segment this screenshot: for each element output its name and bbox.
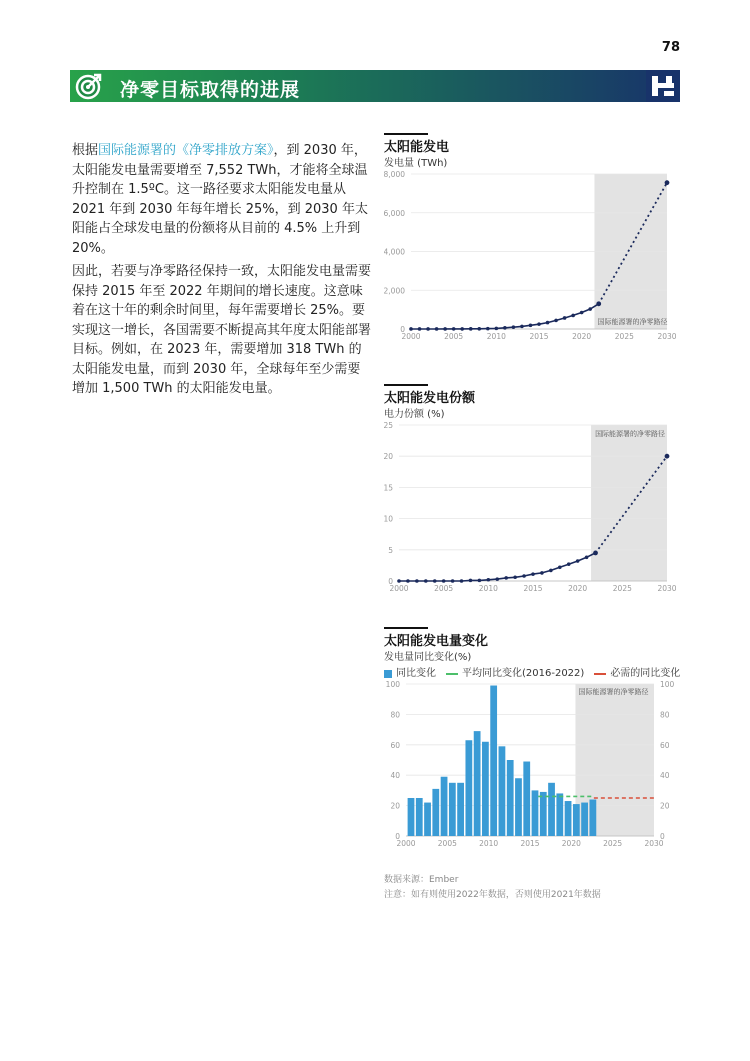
data-point — [513, 575, 517, 579]
x-tick-label: 2020 — [561, 839, 581, 848]
x-tick-label: 2010 — [479, 839, 499, 848]
data-note: 注意：如有则使用2022年数据，否则使用2021年数据 — [384, 890, 601, 900]
x-tick-label: 2005 — [444, 332, 464, 341]
x-tick-label: 2030 — [644, 839, 664, 848]
y-tick-label: 15 — [384, 483, 393, 493]
data-point — [487, 578, 491, 582]
data-point — [522, 574, 526, 578]
y-tick-label: 0 — [388, 577, 393, 586]
data-point — [442, 579, 446, 583]
y-tick-label-right: 20 — [660, 801, 670, 811]
data-point — [520, 325, 524, 329]
bar — [540, 792, 547, 836]
x-tick-label: 2005 — [434, 584, 454, 593]
bar — [474, 731, 481, 836]
y-tick-label: 80 — [390, 710, 400, 720]
bar — [408, 798, 415, 836]
y-tick-label: 6,000 — [384, 208, 405, 218]
data-point — [549, 569, 553, 573]
y-tick-label: 100 — [385, 681, 400, 689]
x-tick-label: 2015 — [520, 839, 540, 848]
bar — [589, 800, 596, 836]
data-point — [418, 327, 422, 331]
chart-plot — [384, 171, 684, 353]
bar — [523, 762, 530, 836]
bar — [457, 783, 464, 836]
bar — [490, 686, 497, 836]
page-number: 78 — [661, 40, 680, 55]
x-tick-label: 2025 — [614, 332, 634, 341]
legend-bar-swatch — [384, 670, 392, 678]
x-tick-label: 2030 — [657, 332, 677, 341]
y-tick-label: 10 — [384, 514, 393, 524]
y-tick-label: 8,000 — [384, 171, 405, 179]
data-point — [452, 327, 456, 331]
solar-generation-chart — [384, 133, 684, 357]
data-point — [460, 327, 464, 331]
data-point — [580, 311, 584, 315]
bar — [449, 783, 456, 836]
legend-avg: 平均同比变化(2016-2022) — [462, 668, 585, 679]
x-tick-label: 2005 — [437, 839, 457, 848]
data-point — [433, 579, 437, 583]
x-tick-label: 2010 — [478, 584, 498, 593]
shade-label: 国际能源署的净零路径 — [597, 318, 668, 326]
x-tick-label: 2015 — [523, 584, 543, 593]
solar-yoy-change-chart — [384, 627, 684, 860]
bar — [507, 760, 514, 836]
data-point — [469, 327, 473, 331]
bar — [416, 798, 423, 836]
brand-logo-icon — [646, 70, 680, 102]
data-point — [503, 326, 507, 330]
x-tick-label: 2025 — [603, 839, 623, 848]
data-point — [529, 324, 533, 328]
projection-shade — [591, 425, 667, 581]
data-point — [397, 579, 401, 583]
x-tick-label: 2000 — [396, 839, 416, 848]
data-point — [504, 576, 508, 580]
bar — [573, 804, 580, 836]
data-point — [576, 559, 580, 563]
bar — [482, 742, 489, 836]
y-tick-label: 4,000 — [384, 247, 405, 257]
x-tick-label: 2010 — [486, 332, 506, 341]
data-point — [443, 327, 447, 331]
projection-end-point — [665, 180, 670, 185]
data-point — [486, 327, 490, 331]
x-tick-label: 2025 — [612, 584, 632, 593]
paragraph-1 — [72, 141, 372, 258]
data-point — [460, 579, 464, 583]
bar — [565, 801, 572, 836]
data-point — [435, 327, 439, 331]
paragraph-1-lead: 根据 — [72, 143, 99, 158]
chart-title: 太阳能发电量变化 — [384, 634, 489, 649]
bar — [432, 789, 439, 836]
historical-line — [399, 553, 596, 581]
x-tick-label: 2015 — [529, 332, 549, 341]
chart-plot — [384, 681, 684, 856]
x-tick-label: 2000 — [401, 332, 421, 341]
chart-ylabel: 发电量同比变化(%) — [384, 652, 472, 663]
paragraph-2: 因此，若要与净零路径保持一致，太阳能发电量需要保持 2015 年至 2022 年期间的增长速度。这意味着在这十年的剩余时间里，每年需要增长 25%。要实现这一增长，各国需要不断提高其年度太阳能部署目标。例如，在 2023 年，需要增加 318 TWh 的太阳能发电量，而到 2030 年，全球每年至少需要增加 1,500 TWh 的太阳能发电量。 — [72, 264, 372, 396]
data-point — [588, 307, 592, 311]
y-tick-label-right: 60 — [660, 740, 670, 750]
y-tick-label: 0 — [395, 832, 400, 841]
y-tick-label: 20 — [390, 801, 400, 811]
data-point — [567, 562, 571, 566]
y-tick-label-right: 0 — [660, 832, 665, 841]
legend-avg-swatch — [446, 673, 458, 675]
data-point — [415, 579, 419, 583]
y-tick-label-right: 100 — [660, 681, 675, 689]
data-point — [540, 571, 544, 575]
paragraph-1-text: ，到 2030 年，太阳能发电量需要增至 7,552 TWh，才能将全球温升控制在 1.5ºC。这一路径要求太阳能发电量从 2021 年到 2030 年每年增长 25%，到 2030 年太阳能占全球发电量的份额将从目前的 4.5% 上升到 20%。 — [72, 143, 368, 256]
y-tick-label: 20 — [384, 452, 393, 462]
target-icon — [74, 71, 104, 101]
data-point — [558, 565, 562, 569]
data-point — [451, 579, 455, 583]
x-tick-label: 2000 — [389, 584, 409, 593]
y-tick-label: 0 — [400, 325, 405, 334]
data-point — [495, 327, 499, 331]
chart-rule — [384, 133, 428, 135]
data-point — [585, 555, 589, 559]
projection-start-point — [593, 551, 598, 556]
bar — [581, 803, 588, 836]
shade-label: 国际能源署的净零路径 — [595, 430, 666, 438]
bar — [556, 793, 563, 836]
data-point — [546, 321, 550, 325]
data-point — [406, 579, 410, 583]
chart-ylabel: 发电量 (TWh) — [384, 158, 448, 169]
data-point — [426, 327, 430, 331]
section-title: 净零目标取得的进展 — [120, 79, 301, 101]
solar-share-chart — [384, 384, 684, 612]
chart-title: 太阳能发电份额 — [384, 391, 476, 406]
projection-end-point — [665, 454, 670, 459]
chart-ylabel: 电力份额 (%) — [384, 409, 445, 420]
y-tick-label: 5 — [388, 545, 393, 555]
y-tick-label: 60 — [390, 740, 400, 750]
legend-required-swatch — [594, 673, 606, 675]
x-tick-label: 2020 — [572, 332, 592, 341]
y-tick-label: 40 — [390, 771, 400, 781]
y-tick-label-right: 40 — [660, 771, 670, 781]
y-tick-label: 25 — [384, 422, 393, 430]
legend-required: 必需的同比变化 — [610, 668, 681, 679]
source-note: 数据来源：Ember — [384, 875, 459, 885]
legend-yoy: 同比变化 — [396, 668, 436, 679]
data-point — [563, 316, 567, 320]
data-point — [469, 579, 473, 583]
y-tick-label-right: 80 — [660, 710, 670, 720]
chart-title: 太阳能发电 — [384, 140, 450, 155]
bar — [424, 803, 431, 836]
data-point — [409, 327, 413, 331]
data-point — [495, 577, 499, 581]
data-point — [477, 327, 481, 331]
x-tick-label: 2030 — [657, 584, 677, 593]
data-point — [554, 319, 558, 323]
y-tick-label: 2,000 — [384, 286, 405, 296]
data-point — [478, 579, 482, 583]
shade-label: 国际能源署的净零路径 — [578, 688, 649, 696]
chart-legend — [384, 667, 684, 681]
section-header — [70, 70, 680, 102]
data-point — [531, 572, 535, 576]
chart-rule — [384, 627, 428, 629]
bar — [465, 740, 472, 836]
iea-net-zero-link[interactable]: 国际能源署的《净零排放方案》 — [98, 143, 274, 158]
chart-plot — [384, 422, 684, 608]
historical-line — [411, 304, 599, 329]
data-point — [571, 314, 575, 318]
bar — [548, 783, 555, 836]
x-tick-label: 2020 — [568, 584, 588, 593]
projection-start-point — [596, 301, 601, 306]
chart-rule — [384, 384, 428, 386]
bar — [515, 778, 522, 836]
data-point — [537, 322, 541, 326]
bar — [499, 746, 506, 836]
bar — [532, 790, 539, 836]
data-point — [512, 325, 516, 329]
bar — [441, 777, 448, 836]
data-point — [424, 579, 428, 583]
